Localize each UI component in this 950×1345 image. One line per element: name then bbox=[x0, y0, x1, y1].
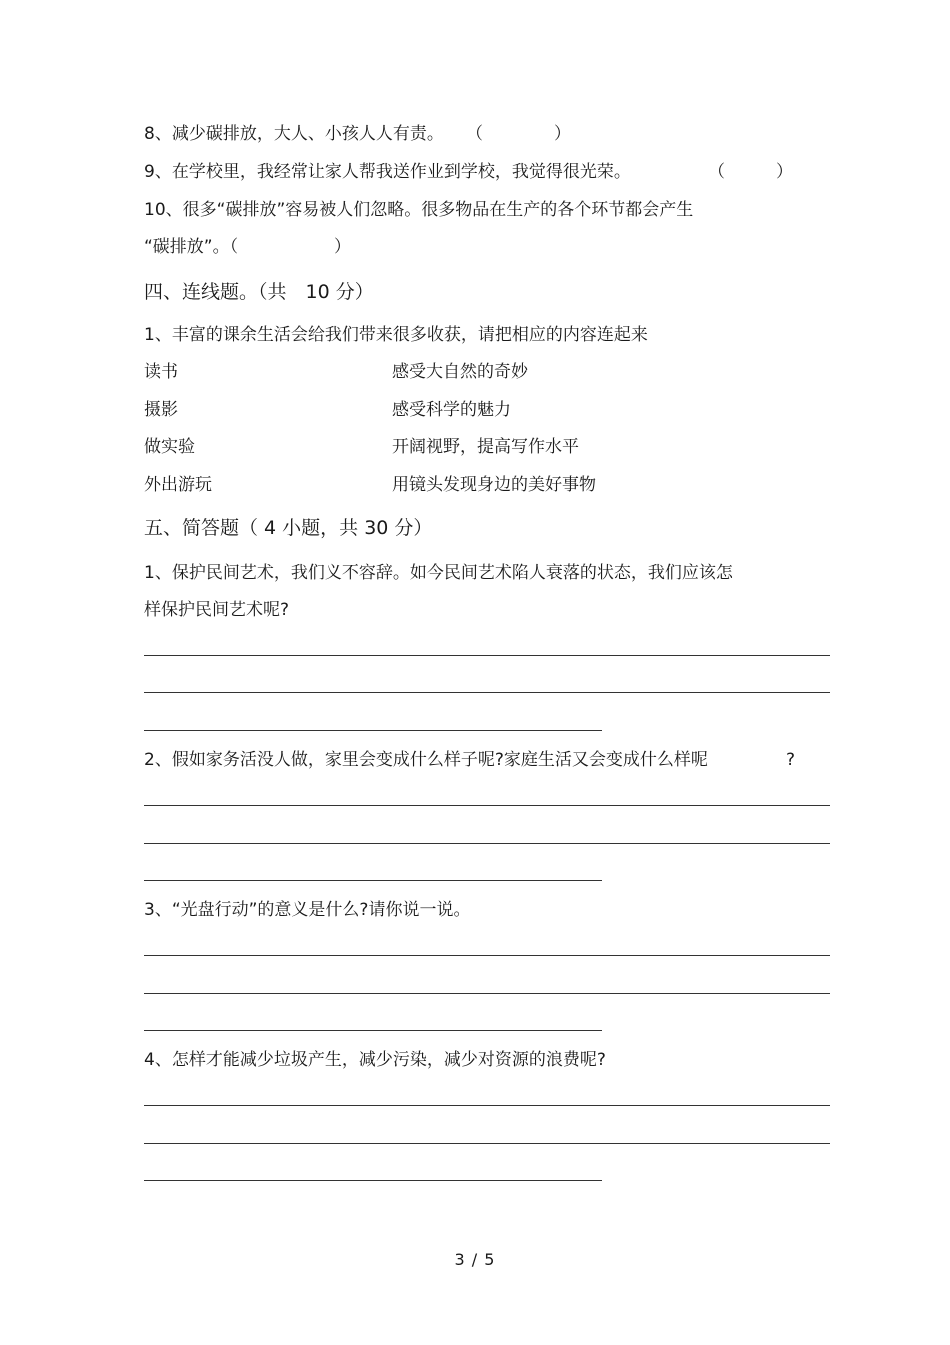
match-right-item: 感受科学的魅力 bbox=[392, 400, 511, 420]
answer-line[interactable] bbox=[144, 1180, 602, 1181]
answer-line[interactable] bbox=[144, 805, 830, 806]
answer-paren-close-9: ） bbox=[776, 162, 793, 182]
match-left-item: 做实验 bbox=[144, 437, 195, 457]
match-left-item: 外出游玩 bbox=[144, 475, 212, 495]
match-left-item: 读书 bbox=[144, 362, 178, 382]
answer-line[interactable] bbox=[144, 993, 830, 994]
question-10-line2: “碳排放”。（ bbox=[144, 237, 239, 257]
section-5-title: 五、简答题（ 4 小题，共 30 分） bbox=[144, 517, 433, 539]
match-right-item: 用镜头发现身边的美好事物 bbox=[392, 475, 596, 495]
section-4-title: 四、连线题。（共 10 分） bbox=[144, 281, 374, 303]
question-10-line1: 10、很多“碳排放”容易被人们忽略。很多物品在生产的各个环节都会产生 bbox=[144, 200, 694, 220]
answer-line[interactable] bbox=[144, 955, 830, 956]
answer-line[interactable] bbox=[144, 655, 830, 656]
match-right-item: 开阔视野，提高写作水平 bbox=[392, 437, 579, 457]
match-right-item: 感受大自然的奇妙 bbox=[392, 362, 528, 382]
answer-line[interactable] bbox=[144, 1105, 830, 1106]
answer-line[interactable] bbox=[144, 692, 830, 693]
answer-paren-close-10: ） bbox=[334, 237, 351, 257]
answer-line[interactable] bbox=[144, 880, 602, 881]
question-mark: ? bbox=[786, 750, 796, 770]
answer-line[interactable] bbox=[144, 1143, 830, 1144]
answer-paren-open-9: （ bbox=[708, 162, 725, 182]
question-9: 9、在学校里，我经常让家人帮我送作业到学校，我觉得很光荣。 bbox=[144, 162, 631, 182]
short-answer-question-1-line1: 1、保护民间艺术，我们义不容辞。如今民间艺术陷人衰落的状态，我们应该怎 bbox=[144, 563, 733, 583]
match-left-item: 摄影 bbox=[144, 400, 178, 420]
short-answer-question-3: 3、“光盘行动”的意义是什么?请你说一说。 bbox=[144, 900, 471, 920]
answer-line[interactable] bbox=[144, 730, 602, 731]
question-8: 8、减少碳排放，大人、小孩人人有责。 bbox=[144, 124, 444, 144]
short-answer-question-4: 4、怎样才能减少垃圾产生，减少污染，减少对资源的浪费呢? bbox=[144, 1050, 606, 1070]
answer-paren-open-8: （ bbox=[466, 124, 483, 144]
answer-line[interactable] bbox=[144, 1030, 602, 1031]
answer-line[interactable] bbox=[144, 843, 830, 844]
answer-paren-close-8: ） bbox=[554, 124, 571, 144]
short-answer-question-1-line2: 样保护民间艺术呢? bbox=[144, 600, 290, 620]
section-4-question-1: 1、丰富的课余生活会给我们带来很多收获，请把相应的内容连起来 bbox=[144, 325, 648, 345]
page-number: 3 / 5 bbox=[454, 1250, 496, 1269]
short-answer-question-2: 2、假如家务活没人做，家里会变成什么样子呢?家庭生活又会变成什么样呢 bbox=[144, 750, 708, 770]
